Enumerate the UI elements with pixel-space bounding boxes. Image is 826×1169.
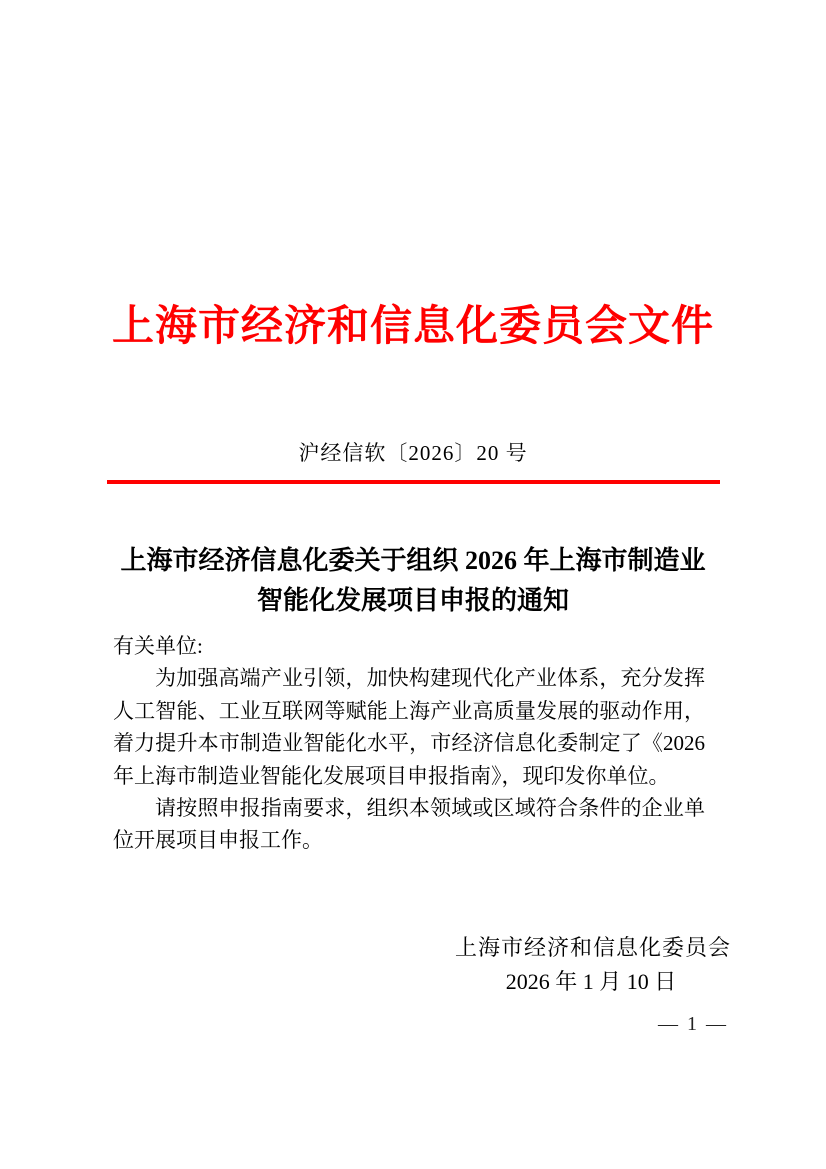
red-header-title: 上海市经济和信息化委员会文件 [111,304,714,350]
body-text [113,630,705,857]
paragraph-2: 请按照申报指南要求，组织本领域或区域符合条件的企业单位开展项目申报工作。 [113,796,705,853]
salutation: 有关单位: [113,634,203,658]
signature-date: 2026 年 1 月 10 日 [505,969,677,994]
document-number: 沪经信软〔2026〕20 号 [298,441,528,465]
page-number: — 1 — [658,1013,728,1035]
notice-title-line2: 智能化发展项目申报的通知 [256,586,569,615]
notice-title-line1: 上海市经济信息化委关于组织 2026 年上海市制造业 [120,546,706,575]
notice-title [63,541,763,621]
paragraph-1: 为加强高端产业引领，加快构建现代化产业体系，充分发挥人工智能、工业互联网等赋能上海产业高质量发展的驱动作用，着力提升本市制造业智能化水平，市经济信息化委制定了《2026 年上海市制造业智能化发展项目申报指南》，现印发你单位。 [113,666,705,788]
signature-block [455,931,732,999]
red-divider-rule [107,480,720,484]
signature-organization: 上海市经济和信息化委员会 [455,935,732,960]
